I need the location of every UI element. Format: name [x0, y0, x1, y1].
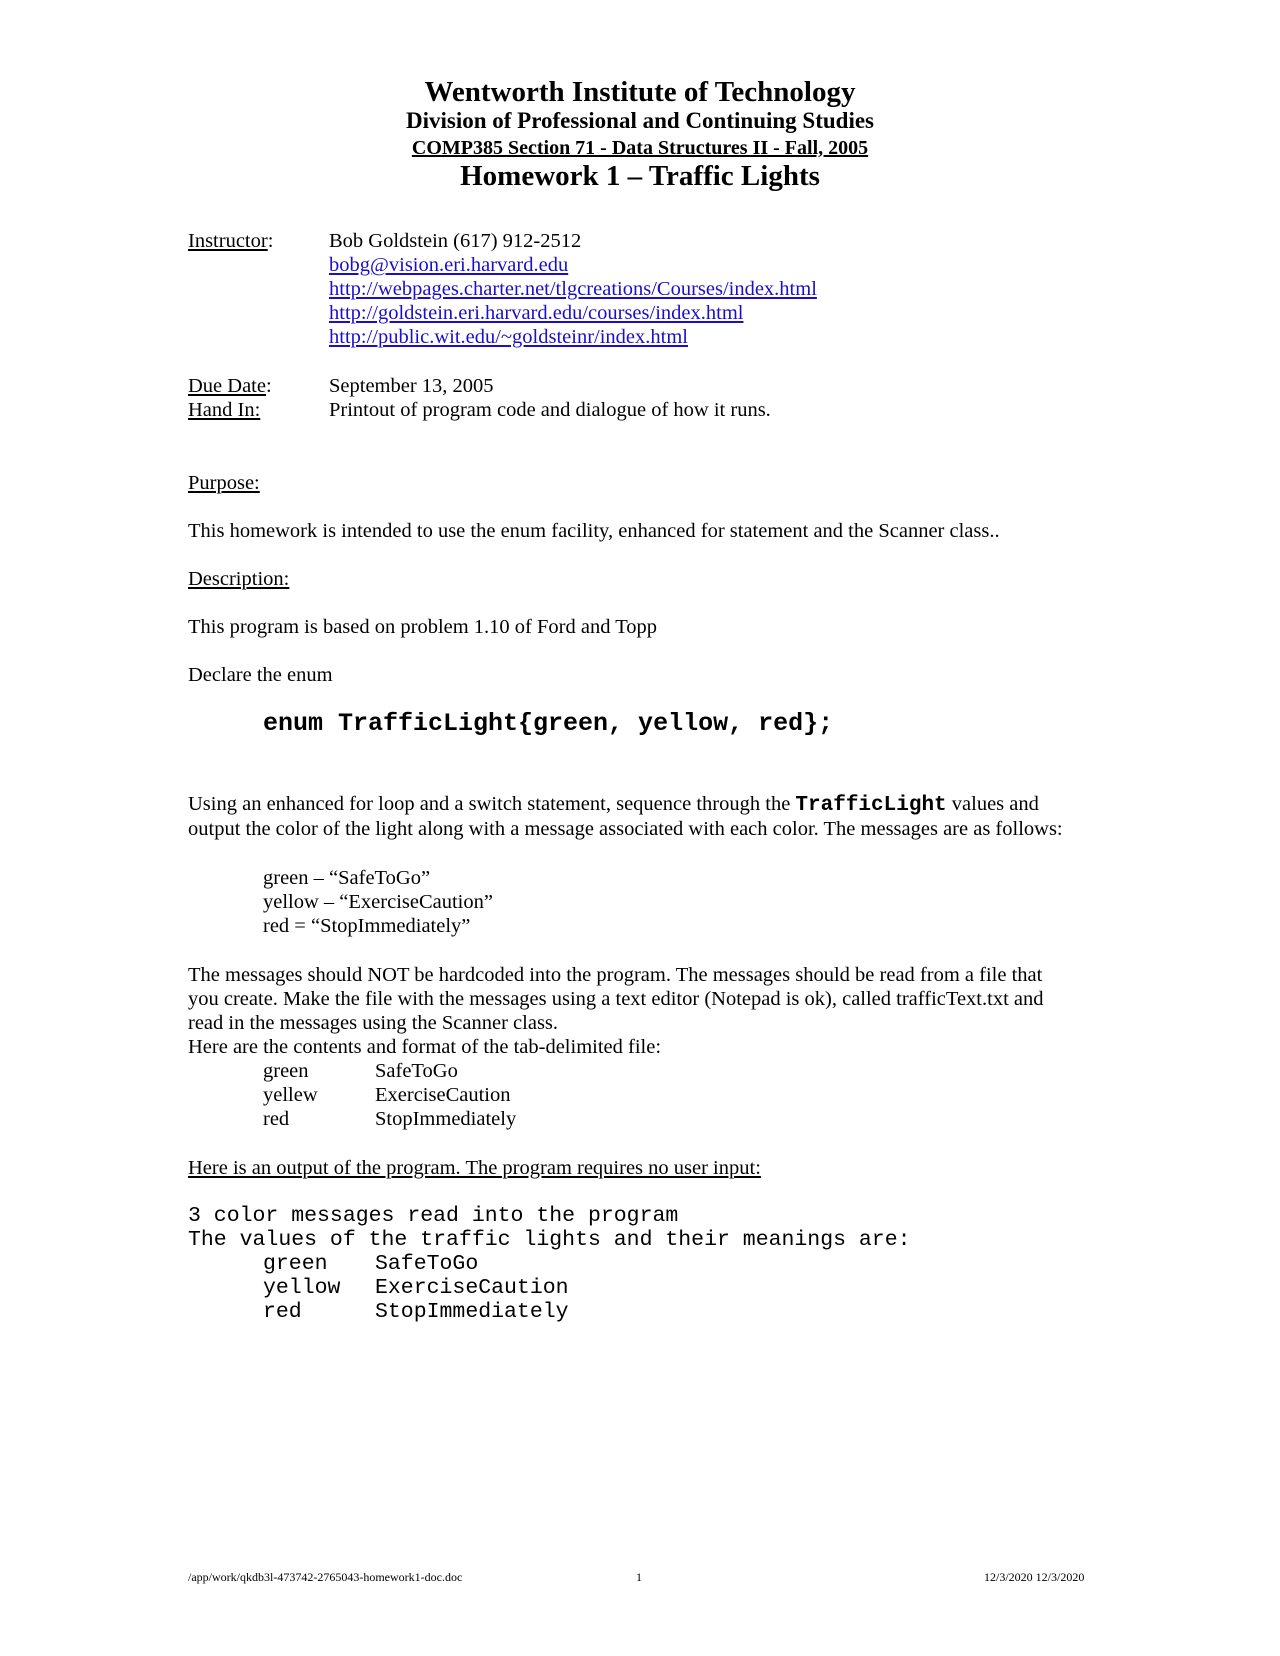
- course-title: COMP385 Section 71 - Data Structures II - Fall, 2005: [411, 137, 869, 159]
- due-date-label: Due Date: [188, 375, 266, 397]
- description-p3-line2: output the color of the light along with a message associated with each color. The messages are as follows:: [188, 818, 1063, 840]
- purpose-heading: Purpose:: [188, 472, 260, 494]
- description-p1: This program is based on problem 1.10 of Ford and Topp: [188, 616, 658, 638]
- file-row-message: ExerciseCaution: [375, 1084, 511, 1106]
- output-row-color: yellow: [263, 1276, 341, 1300]
- message-green: green – “SafeToGo”: [263, 867, 431, 889]
- output-row-message: SafeToGo: [375, 1252, 479, 1276]
- purpose-text: This homework is intended to use the enum facility, enhanced for statement and the Scanner class..: [188, 520, 1000, 542]
- footer-file-path: /app/work/qkdb3l-473742-2765043-homework1-doc.doc: [188, 1570, 463, 1584]
- output-line-1: 3 color messages read into the program: [188, 1204, 679, 1228]
- hand-in-label: Hand In:: [188, 399, 261, 421]
- description-p4-line4: Here are the contents and format of the tab-delimited file:: [188, 1036, 662, 1058]
- message-red: red = “StopImmediately”: [263, 915, 471, 937]
- description-p3-line1: [188, 792, 1039, 818]
- description-p4-line2: you create. Make the file with the messages using a text editor (Notepad is ok), called trafficText.txt and: [188, 988, 1044, 1010]
- institution-title: Wentworth Institute of Technology: [424, 76, 856, 108]
- footer-dates: 12/3/2020 12/3/2020: [984, 1570, 1085, 1584]
- traffic-light-inline-code: TrafficLight: [795, 794, 947, 817]
- due-date-value: September 13, 2005: [329, 375, 494, 397]
- file-row-color: green: [263, 1060, 309, 1082]
- output-row-color: green: [263, 1252, 328, 1276]
- output-row-message: StopImmediately: [375, 1300, 569, 1324]
- file-row-message: StopImmediately: [375, 1108, 517, 1130]
- instructor-name-phone: Bob Goldstein (617) 912-2512: [329, 230, 582, 252]
- output-row-message: ExerciseCaution: [375, 1276, 569, 1300]
- output-heading: Here is an output of the program. The program requires no user input:: [188, 1157, 761, 1179]
- due-label-row: [188, 374, 272, 398]
- description-p4-line3: read in the messages using the Scanner class.: [188, 1012, 559, 1034]
- file-row-color: red: [263, 1108, 290, 1130]
- charter-courses-link[interactable]: http://webpages.charter.net/tlgcreations/Courses/index.html: [329, 278, 817, 300]
- instructor-colon: :: [267, 230, 274, 252]
- hand-in-value: Printout of program code and dialogue of how it runs.: [329, 399, 771, 421]
- due-date-colon: :: [265, 375, 272, 397]
- instructor-label-row: [188, 229, 273, 253]
- description-p4-line1: The messages should NOT be hardcoded into the program. The messages should be read from a file that: [188, 964, 1043, 986]
- file-row-message: SafeToGo: [375, 1060, 458, 1082]
- p3-text-after: values and: [946, 793, 1039, 815]
- footer-page-number: 1: [636, 1570, 642, 1584]
- division-title: Division of Professional and Continuing Studies: [406, 108, 874, 133]
- output-line-2: The values of the traffic lights and their meanings are:: [188, 1228, 911, 1252]
- instructor-label: Instructor: [188, 230, 268, 252]
- email-link[interactable]: bobg@vision.eri.harvard.edu: [329, 254, 569, 276]
- harvard-courses-link[interactable]: http://goldstein.eri.harvard.edu/courses/index.html: [329, 302, 744, 324]
- message-yellow: yellow – “ExerciseCaution”: [263, 891, 493, 913]
- homework-title: Homework 1 – Traffic Lights: [460, 160, 820, 192]
- description-p2: Declare the enum: [188, 664, 333, 686]
- file-row-color: yellew: [263, 1084, 318, 1106]
- wit-courses-link[interactable]: http://public.wit.edu/~goldsteinr/index.html: [329, 326, 688, 348]
- description-heading: Description:: [188, 568, 290, 590]
- enum-declaration-code: enum TrafficLight{green, yellow, red};: [263, 709, 834, 738]
- output-row-color: red: [263, 1300, 302, 1324]
- p3-text-before: Using an enhanced for loop and a switch statement, sequence through the: [188, 793, 796, 815]
